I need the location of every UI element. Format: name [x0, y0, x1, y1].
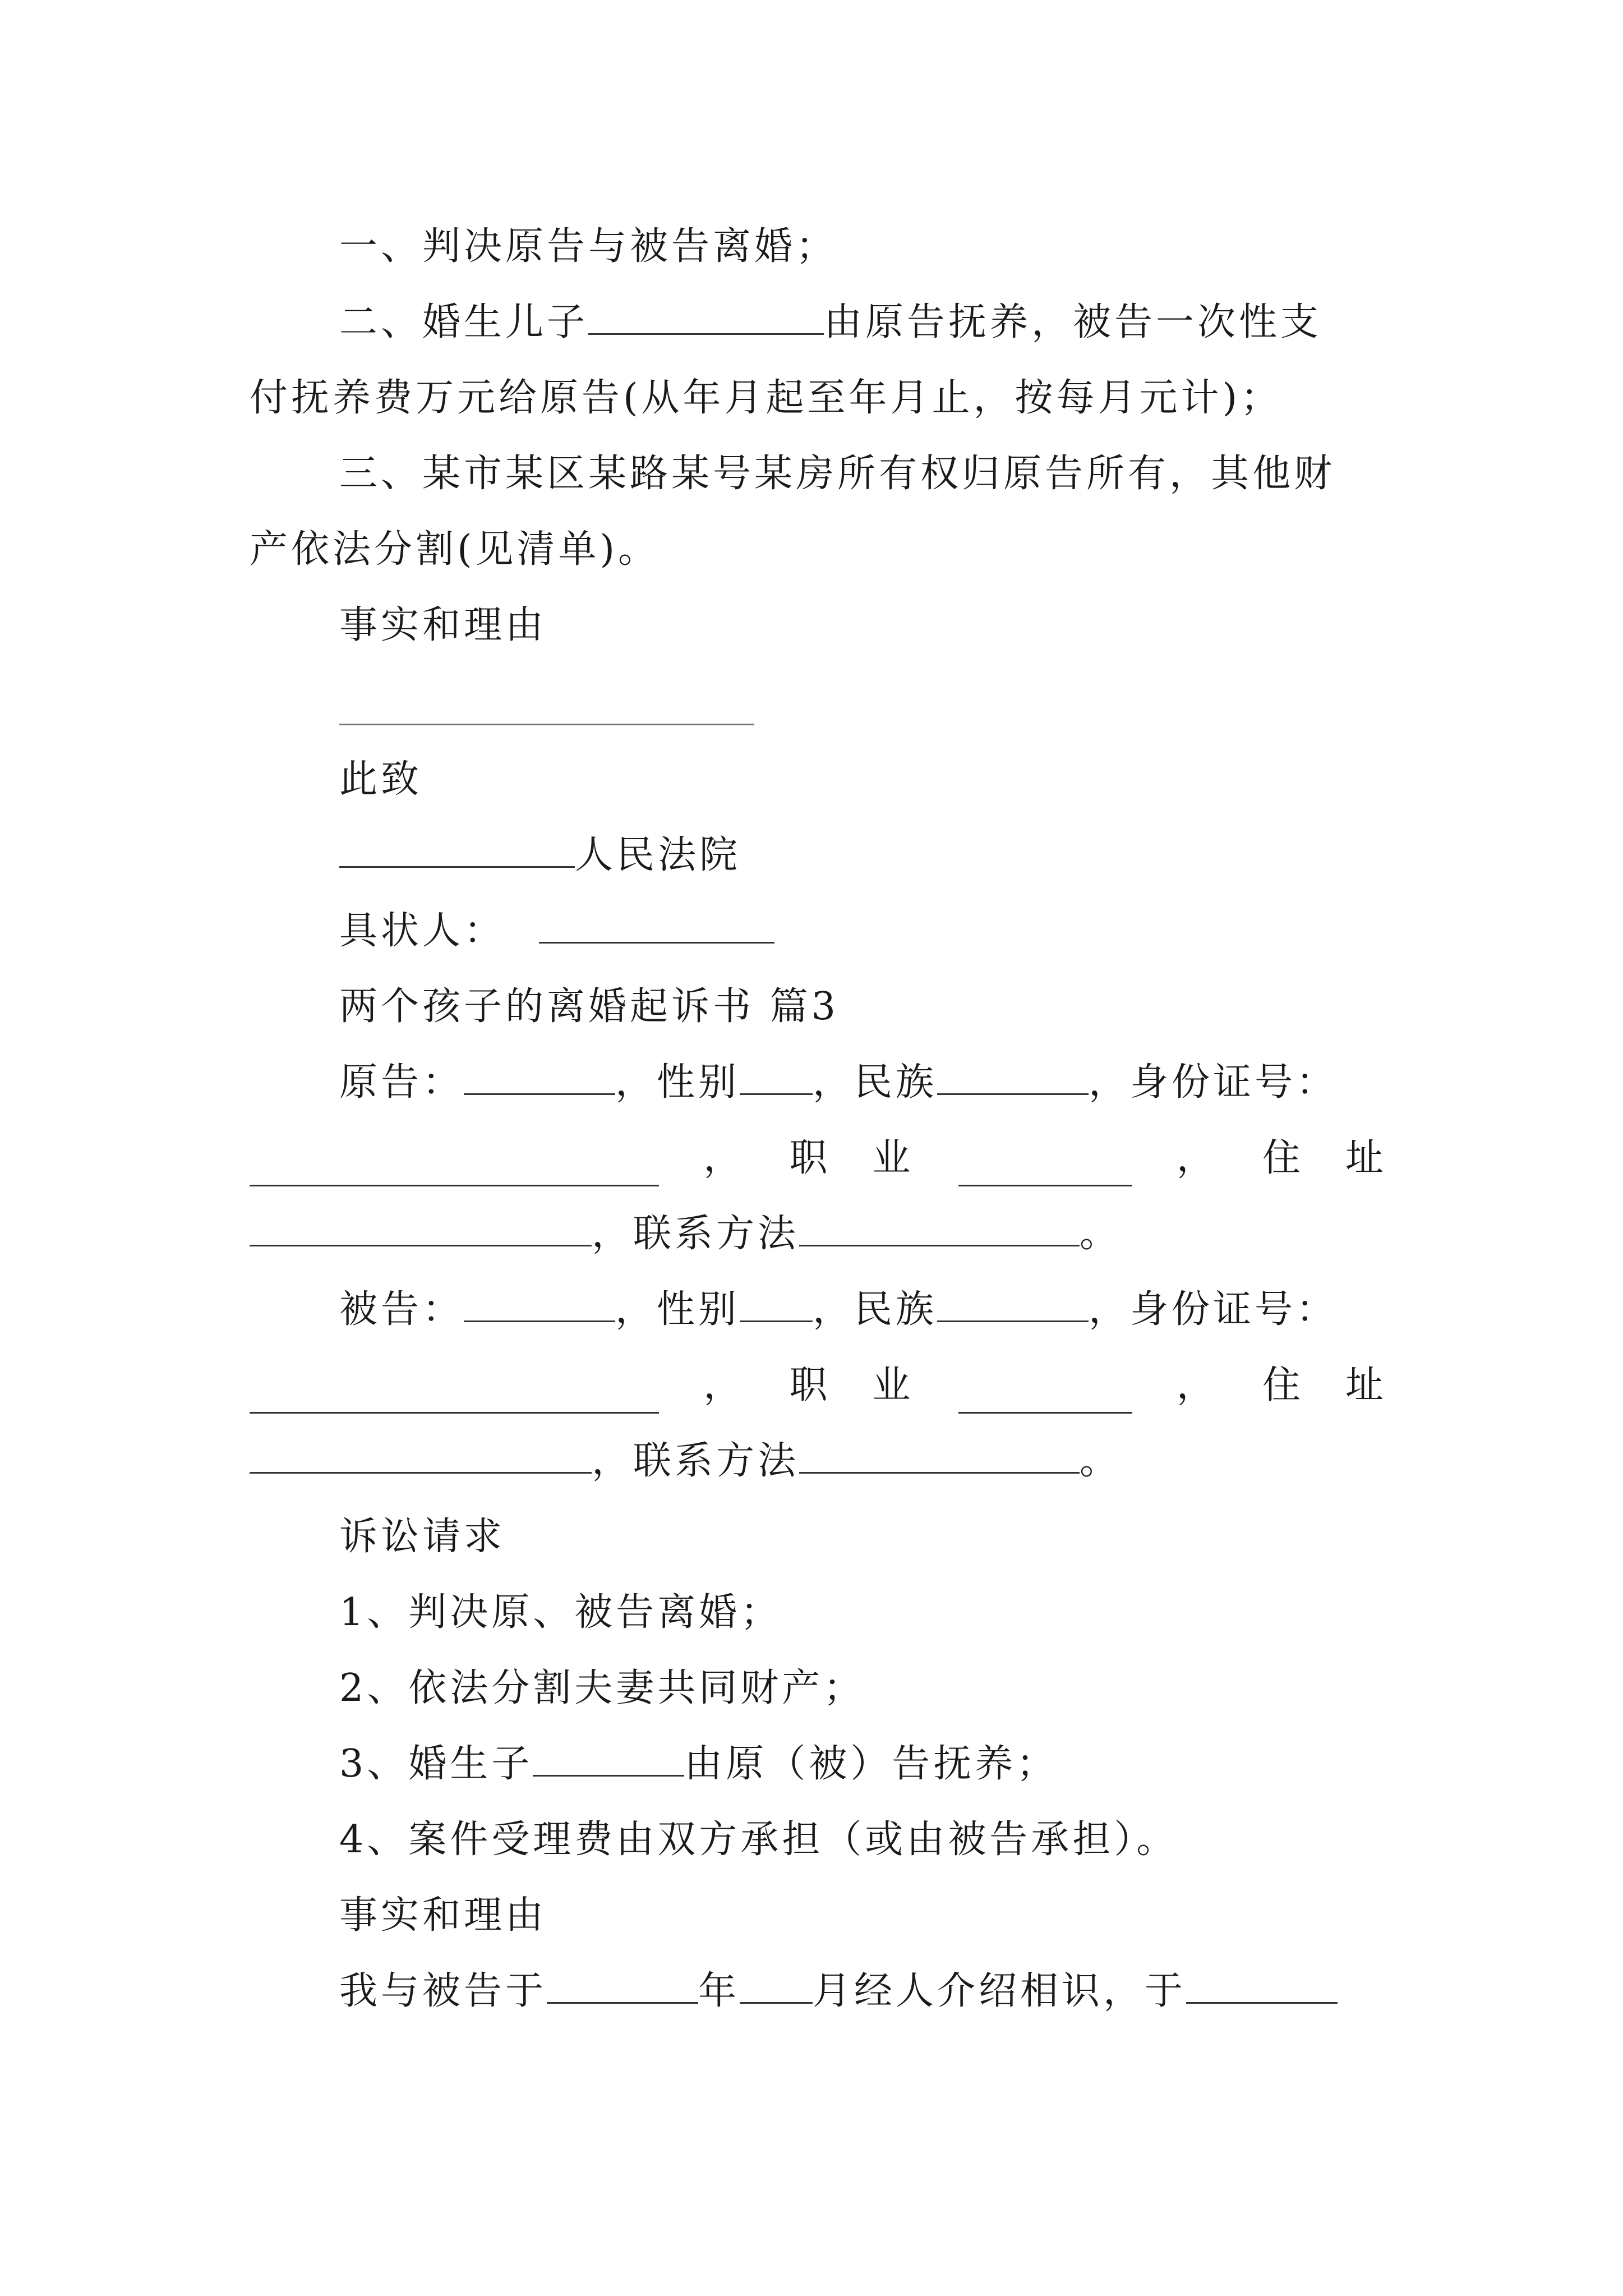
meet-month-blank[interactable]	[740, 1966, 813, 2004]
plaintiff-line-1	[339, 1055, 1338, 1111]
judgment-item-1: 一、判决原告与被告离婚；	[339, 224, 838, 269]
plaintiff-line-3	[250, 1206, 1121, 1262]
plaintiff-name-blank[interactable]	[464, 1057, 615, 1095]
plaintiff-address-blank[interactable]	[250, 1209, 592, 1246]
item-2-prefix: 二、婚生儿子	[339, 300, 589, 344]
court-line	[339, 827, 741, 884]
plaintiff-comma-2: ，	[1176, 1136, 1218, 1180]
plaintiff-id-blank[interactable]	[250, 1149, 659, 1186]
plaintiff-job-label: 职 业	[789, 1136, 914, 1180]
plaintiff-comma-1: ，	[703, 1136, 745, 1180]
plaintiff-line-2	[250, 1130, 1387, 1186]
defendant-comma-1: ，	[703, 1363, 745, 1407]
claim-1: 1、判决原、被告离婚；	[339, 1590, 782, 1635]
defendant-end: 。	[1080, 1439, 1122, 1483]
plaintiff-gender-label: ，性别	[615, 1060, 740, 1105]
plaintiff-id-label: ，身份证号：	[1089, 1060, 1338, 1105]
defendant-ethnic-blank[interactable]	[937, 1285, 1089, 1322]
judgment-item-2-cont: 付抚养费万元给原告(从年月起至年月止，按每月元计)；	[250, 376, 1283, 420]
item-2-suffix: 由原告抚养，被告一次性支	[824, 300, 1322, 344]
claim-3-suffix: 由原（被）告抚养；	[684, 1742, 1058, 1786]
defendant-ethnic-label: ，民族	[813, 1287, 938, 1332]
defendant-address-blank[interactable]	[250, 1436, 592, 1474]
facts-blank-line[interactable]	[339, 724, 754, 725]
defendant-contact-label: ，联系方法	[592, 1439, 800, 1483]
facts-heading-2: 事实和理由	[339, 1893, 547, 1938]
defendant-id-label: ，身份证号：	[1089, 1287, 1338, 1332]
claim-4: 4、案件受理费由双方承担（或由被告承担）。	[339, 1818, 1178, 1862]
defendant-label: 被告：	[339, 1287, 464, 1332]
judgment-item-2	[339, 295, 1322, 351]
plaintiff-address-label: 住 址	[1262, 1136, 1387, 1180]
defendant-contact-blank[interactable]	[799, 1436, 1080, 1474]
plaintiff-ethnic-label: ，民族	[813, 1060, 938, 1105]
meet-year-blank[interactable]	[547, 1966, 698, 2004]
facts-paragraph-1	[339, 1963, 1338, 2019]
signatory-line	[339, 903, 774, 959]
plaintiff-contact-label: ，联系方法	[592, 1212, 800, 1256]
facts-heading-1: 事实和理由	[339, 603, 547, 647]
son-name-blank[interactable]	[588, 297, 824, 335]
judgment-item-3: 三、某市某区某路某号某房所有权归原告所有，其他财	[339, 452, 1336, 496]
section-title: 两个孩子的离婚起诉书 篇3	[339, 984, 839, 1029]
defendant-job-label: 职 业	[789, 1363, 914, 1407]
facts-p1-mid: 月经人介绍相识，于	[813, 1969, 1187, 2013]
facts-year-label: 年	[698, 1969, 740, 2013]
defendant-name-blank[interactable]	[464, 1285, 615, 1322]
claims-heading: 诉讼请求	[339, 1515, 506, 1559]
marriage-date-blank[interactable]	[1186, 1966, 1338, 2004]
defendant-comma-2: ，	[1176, 1363, 1218, 1407]
plaintiff-end: 。	[1080, 1212, 1122, 1256]
judgment-item-3-cont: 产依法分割(见清单)。	[250, 527, 660, 572]
defendant-gender-label: ，性别	[615, 1287, 740, 1332]
plaintiff-ethnic-blank[interactable]	[937, 1057, 1089, 1095]
defendant-id-blank[interactable]	[250, 1376, 659, 1414]
court-label: 人民法院	[575, 833, 741, 877]
claim-2: 2、依法分割夫妻共同财产；	[339, 1666, 865, 1710]
plaintiff-label: 原告：	[339, 1060, 464, 1105]
defendant-gender-blank[interactable]	[740, 1285, 813, 1322]
defendant-line-2	[250, 1358, 1387, 1414]
defendant-job-blank[interactable]	[958, 1376, 1132, 1414]
claim-3	[339, 1736, 1058, 1792]
signatory-blank[interactable]	[539, 906, 774, 944]
child-name-blank[interactable]	[533, 1739, 684, 1777]
plaintiff-job-blank[interactable]	[958, 1149, 1132, 1186]
plaintiff-contact-blank[interactable]	[799, 1209, 1080, 1246]
plaintiff-gender-blank[interactable]	[740, 1057, 813, 1095]
claim-3-prefix: 3、婚生子	[339, 1742, 533, 1786]
defendant-line-1	[339, 1282, 1338, 1338]
facts-p1-start: 我与被告于	[339, 1969, 547, 2013]
salutation: 此致	[339, 757, 423, 802]
defendant-address-label: 住 址	[1262, 1363, 1387, 1407]
court-name-blank[interactable]	[339, 830, 575, 868]
signatory-label: 具状人：	[339, 909, 506, 953]
defendant-line-3	[250, 1433, 1121, 1489]
